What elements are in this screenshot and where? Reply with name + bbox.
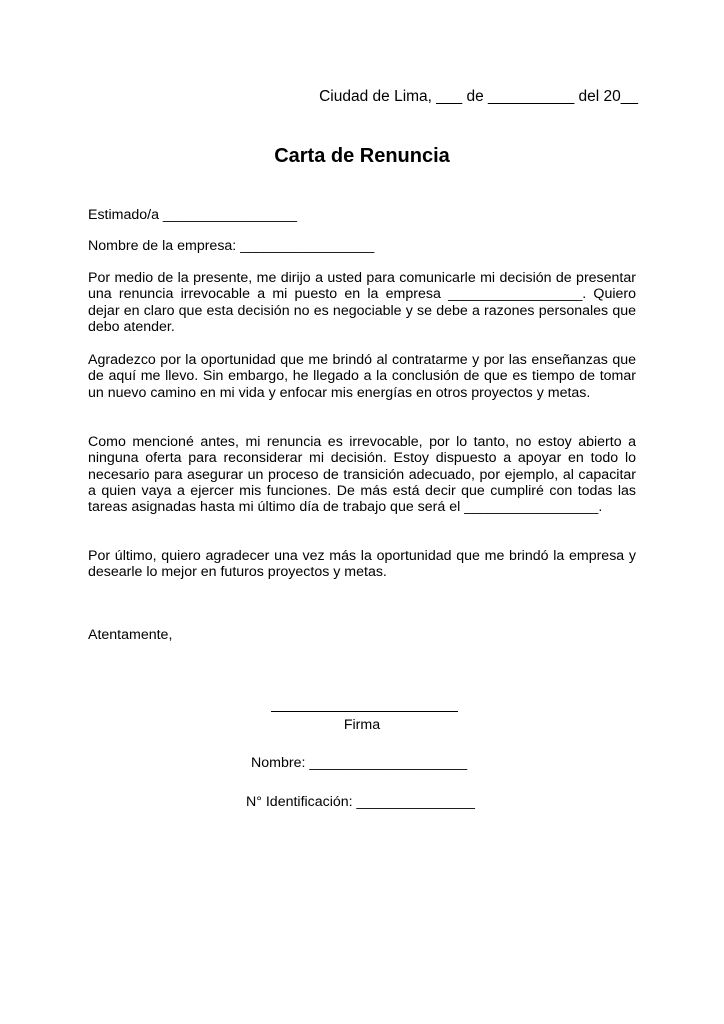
closing-line: Atentamente, <box>88 627 173 643</box>
signature-line <box>271 711 458 712</box>
paragraph-2-container <box>88 352 636 401</box>
paragraph-4-container <box>88 548 636 581</box>
greeting-line: Estimado/a _________________ <box>88 207 298 223</box>
paragraph-3: Como mencioné antes, mi renuncia es irrevocable, por lo tanto, no estoy abierto a ninguna oferta para reconsiderar mi decisión. Estoy dispuesto a apoyar en todo lo necesario para asegurar un proceso de transición adecuado, por ejemplo, al capacitar a quien vaya a ejercer mis funciones. De más está decir que cumpliré con todas las tareas asignadas hasta mi último día de trabajo que será el _________________. <box>88 434 636 516</box>
company-name-line: Nombre de la empresa: _________________ <box>88 238 375 254</box>
paragraph-1-container <box>88 270 636 335</box>
identification-field: N° Identificación: _______________ <box>246 794 475 810</box>
paragraph-1: Por medio de la presente, me dirijo a usted para comunicarle mi decisión de presentar una renuncia irrevocable a mi puesto en la empresa _________________. Quiero dejar en claro que esta decisión no es negociable y se debe a razones personales que debo atender. <box>88 270 636 335</box>
letter-title: Carta de Renuncia <box>274 145 450 167</box>
signature-label: Firma <box>343 717 381 733</box>
paragraph-2: Agradezco por la oportunidad que me brindó al contratarme y por las enseñanzas que de aquí me llevo. Sin embargo, he llegado a la conclusión de que es tiempo de tomar un nuevo camino en mi vida y enfocar mis energías en otros proyectos y metas. <box>88 352 636 401</box>
paragraph-3-container <box>88 434 636 515</box>
name-field: Nombre: ____________________ <box>251 755 468 771</box>
paragraph-4: Por último, quiero agradecer una vez más la oportunidad que me brindó la empresa y desearle lo mejor en futuros proyectos y metas. <box>88 548 636 581</box>
date-line: Ciudad de Lima, ___ de __________ del 20__ <box>319 88 638 105</box>
